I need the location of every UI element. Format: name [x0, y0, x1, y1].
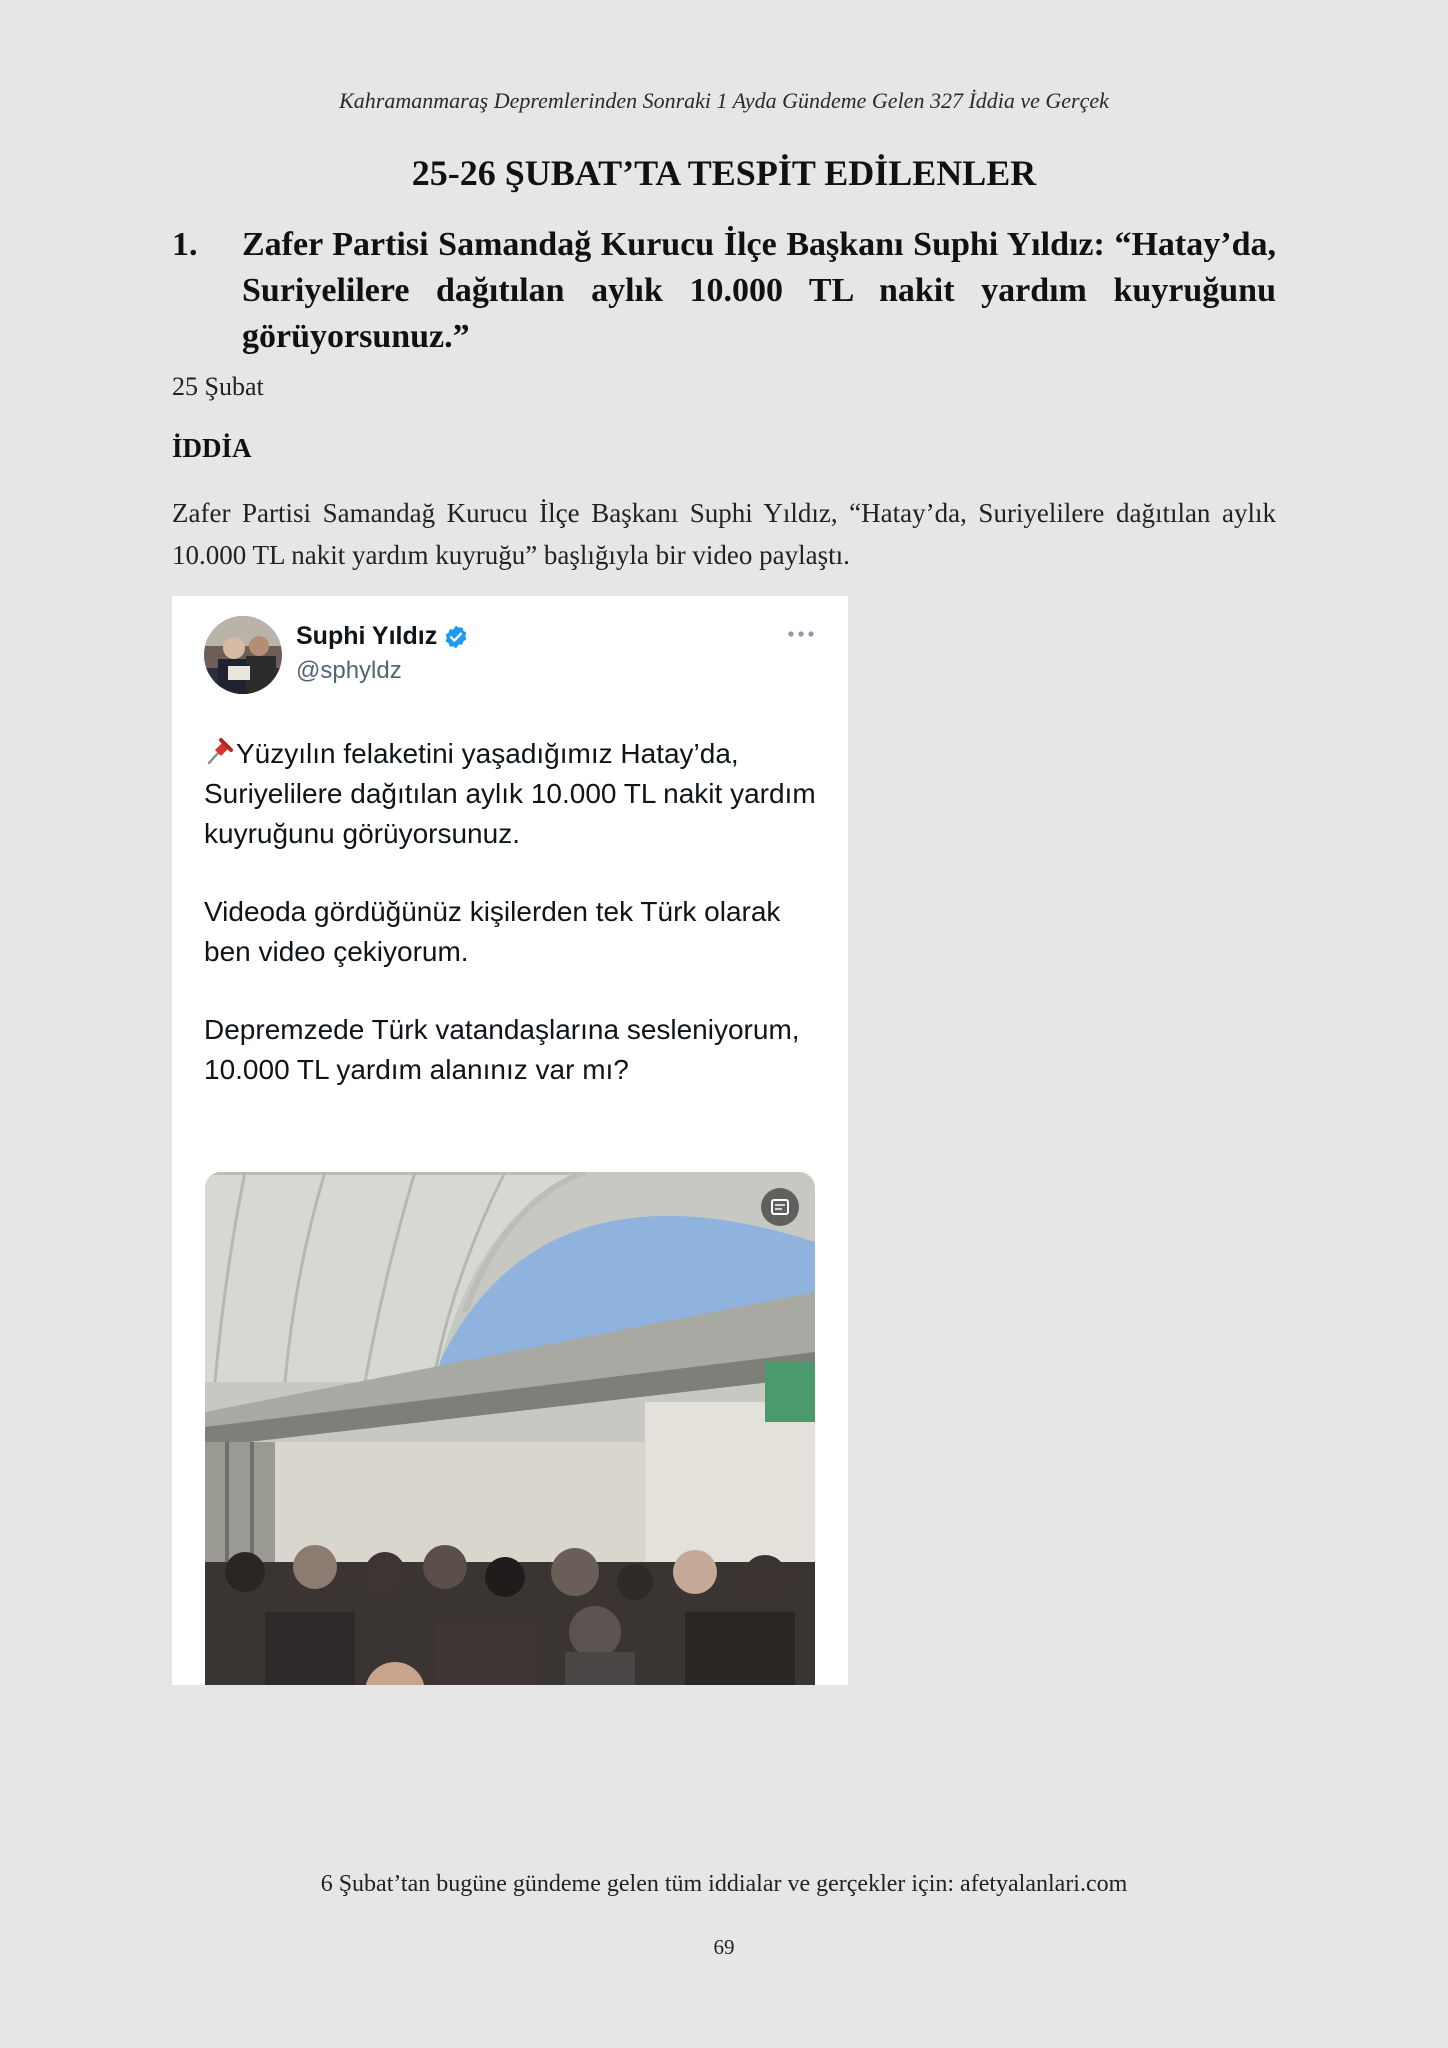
running-head: Kahramanmaraş Depremlerinden Sonraki 1 Ayda Gündeme Gelen 327 İddia ve Gerçek — [339, 88, 1109, 113]
tweet-screenshot — [172, 596, 848, 1685]
body-paragraph: Zafer Partisi Samandağ Kurucu İlçe Başkanı Suphi Yıldız, “Hatay’da, Suriyelilere dağıtılan aylık 10.000 TL nakit yardım kuyruğu” başlığıyla bir video paylaştı. — [172, 498, 1276, 570]
media-overlay-icon — [761, 1188, 799, 1226]
claim-item — [172, 222, 1276, 360]
tweet-text — [204, 734, 824, 1128]
claim-date: 25 Şubat — [172, 372, 264, 401]
author-name: Suphi Yıldız — [296, 622, 438, 650]
tweet-paragraph — [204, 734, 824, 854]
avatar — [204, 616, 282, 694]
tweet-video-thumbnail — [205, 1172, 815, 1685]
item-heading: Zafer Partisi Samandağ Kurucu İlçe Başkanı Suphi Yıldız: “Hatay’da, Suriyelilere dağıtılan aylık 10.000 TL nakit yardım kuyruğunu görüyorsunuz.” — [242, 226, 1276, 355]
pushpin-icon — [204, 736, 234, 766]
section-title: 25-26 ŞUBAT’TA TESPİT EDİLENLER — [411, 153, 1037, 193]
item-number: 1. — [172, 226, 198, 263]
tweet-paragraph-2: Videoda gördüğünüz kişilerden tek Türk olarak ben video çekiyorum. — [204, 896, 781, 967]
page-number: 69 — [713, 1935, 735, 1959]
footer-text: 6 Şubat’tan bugüne gündeme gelen tüm iddialar ve gerçekler için: afetyalanlari.com — [320, 1871, 1128, 1897]
iddia-label: İDDİA — [172, 433, 252, 463]
verified-badge-icon — [443, 624, 469, 650]
author-handle: @sphyldz — [296, 657, 402, 684]
more-options-icon — [786, 629, 816, 639]
tweet-paragraph-1: Yüzyılın felaketini yaşadığımız Hatay’da, Suriyelilere dağıtılan aylık 10.000 TL nakit yardım kuyruğunu görüyorsunuz. — [204, 738, 816, 849]
tweet-paragraph-3: Depremzede Türk vatandaşlarına sesleniyorum, 10.000 TL yardım alanınız var mı? — [204, 1014, 800, 1085]
